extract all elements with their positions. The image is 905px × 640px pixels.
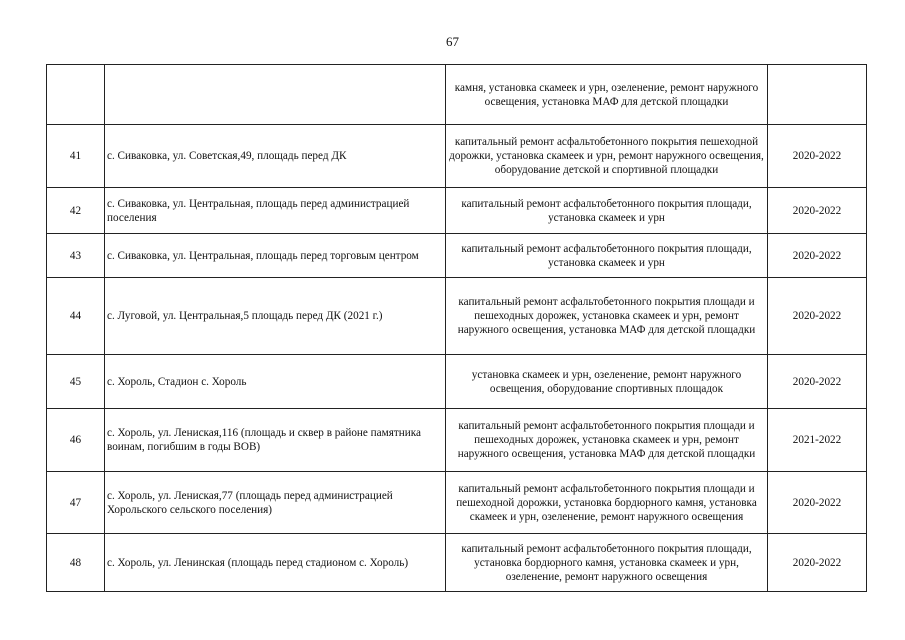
row-number: 45 (47, 355, 105, 409)
row-location: с. Сиваковка, ул. Центральная, площадь перед торговым центром (105, 234, 446, 278)
row-works: капитальный ремонт асфальтобетонного покрытия пешеходной дорожки, установка скамеек и урн, ремонт наружного освещения, оборудование детской и спортивной площадки (446, 125, 768, 188)
row-works: капитальный ремонт асфальтобетонного покрытия площади, установка скамеек и урн (446, 234, 768, 278)
row-period (768, 65, 867, 125)
row-number: 43 (47, 234, 105, 278)
row-works: капитальный ремонт асфальтобетонного покрытия площади и пешеходных дорожек, установка скамеек и урн, ремонт наружного освещения, установка МАФ для детской площадки (446, 278, 768, 355)
row-location (105, 65, 446, 125)
row-location: с. Сиваковка, ул. Центральная, площадь перед администрацией поселения (105, 188, 446, 234)
table-row (47, 278, 867, 355)
row-number: 46 (47, 409, 105, 472)
row-works: камня, установка скамеек и урн, озеленение, ремонт наружного освещения, установка МАФ для детской площадки (446, 65, 768, 125)
table-row (47, 188, 867, 234)
improvement-table (46, 64, 867, 592)
row-location: с. Хороль, ул. Ленинская (площадь перед стадионом с. Хороль) (105, 534, 446, 592)
table-body (47, 65, 867, 592)
table-row (47, 125, 867, 188)
row-location: с. Хороль, Стадион с. Хороль (105, 355, 446, 409)
row-works: капитальный ремонт асфальтобетонного покрытия площади и пешеходных дорожек, установка скамеек и урн, ремонт наружного освещения, установка МАФ для детской площадки (446, 409, 768, 472)
row-number: 41 (47, 125, 105, 188)
row-location: с. Сиваковка, ул. Советская,49, площадь перед ДК (105, 125, 446, 188)
row-period: 2020-2022 (768, 472, 867, 534)
page-number: 67 (446, 34, 459, 49)
row-period: 2020-2022 (768, 534, 867, 592)
row-number: 48 (47, 534, 105, 592)
row-works: капитальный ремонт асфальтобетонного покрытия площади, установка бордюрного камня, установка скамеек и урн, озеленение, ремонт наружного освещения (446, 534, 768, 592)
table-row (47, 409, 867, 472)
row-location: с. Хороль, ул. Лениская,77 (площадь перед администрацией Хорольского сельского поселения) (105, 472, 446, 534)
row-number: 44 (47, 278, 105, 355)
table-row (47, 472, 867, 534)
table-row (47, 234, 867, 278)
table-row (47, 355, 867, 409)
row-location: с. Луговой, ул. Центральная,5 площадь перед ДК (2021 г.) (105, 278, 446, 355)
row-works: установка скамеек и урн, озеленение, ремонт наружного освещения, оборудование спортивных площадок (446, 355, 768, 409)
row-period: 2020-2022 (768, 278, 867, 355)
row-period: 2020-2022 (768, 234, 867, 278)
row-number: 42 (47, 188, 105, 234)
row-number (47, 65, 105, 125)
row-period: 2020-2022 (768, 188, 867, 234)
row-number: 47 (47, 472, 105, 534)
table-row (47, 534, 867, 592)
row-period: 2020-2022 (768, 125, 867, 188)
row-location: с. Хороль, ул. Лениская,116 (площадь и сквер в районе памятника воинам, погибшим в годы ВОВ) (105, 409, 446, 472)
row-works: капитальный ремонт асфальтобетонного покрытия площади, установка скамеек и урн (446, 188, 768, 234)
row-period: 2021-2022 (768, 409, 867, 472)
row-period: 2020-2022 (768, 355, 867, 409)
table-row (47, 65, 867, 125)
row-works: капитальный ремонт асфальтобетонного покрытия площади и пешеходной дорожки, установка бордюрного камня, установка скамеек и урн, озеленение, ремонт наружного освещения (446, 472, 768, 534)
